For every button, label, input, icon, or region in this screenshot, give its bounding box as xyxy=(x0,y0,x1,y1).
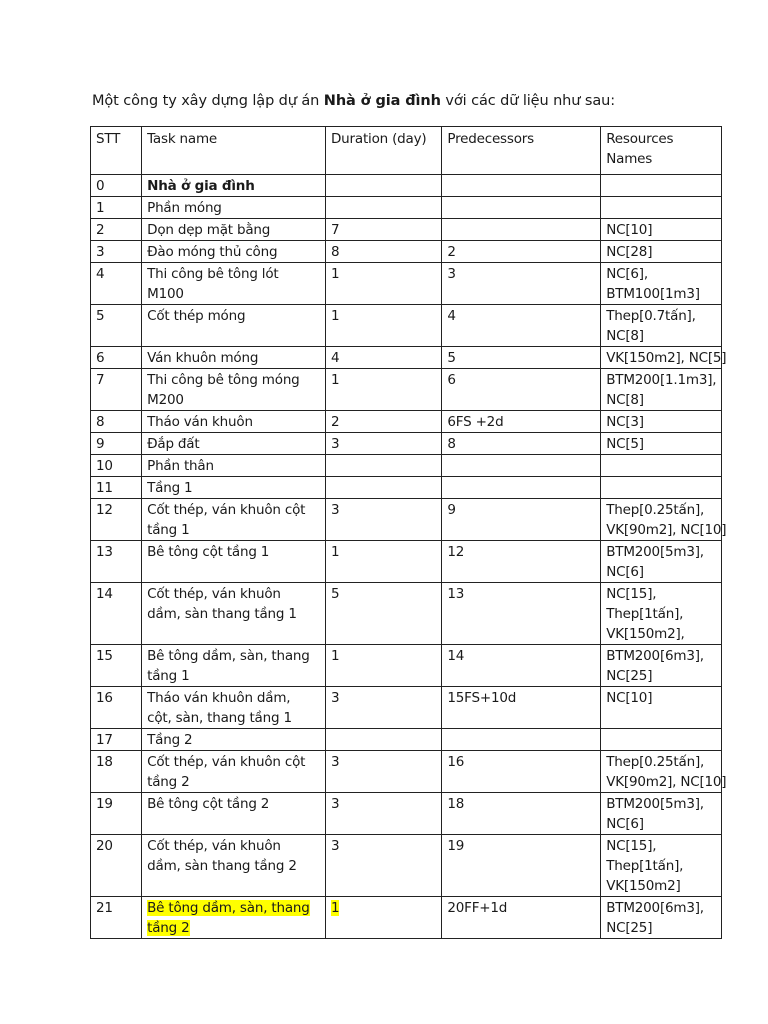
stt-text: 21 xyxy=(96,900,113,916)
predecessors-cell xyxy=(442,793,601,835)
predecessors-cell xyxy=(442,241,601,263)
stt-text: 11 xyxy=(96,480,113,496)
resources-text: NC[10] xyxy=(606,690,653,706)
resources-cell xyxy=(601,835,722,897)
table-row xyxy=(91,687,722,729)
table-row xyxy=(91,751,722,793)
resources-cell xyxy=(601,347,727,369)
duration-text: 4 xyxy=(330,350,340,366)
table-header-row xyxy=(91,127,722,175)
task-name-text: Cốt thép, ván khuôn xyxy=(147,586,281,602)
task-name-cell xyxy=(142,897,326,939)
predecessors-text: 9 xyxy=(447,502,456,518)
duration-cell xyxy=(325,241,441,263)
stt-text: 15 xyxy=(96,648,113,664)
resources-cell xyxy=(601,433,722,455)
task-name-text: Phần thân xyxy=(147,458,214,474)
duration-text: 1 xyxy=(330,372,340,388)
task-name-text: Bê tông dầm, sàn, thang xyxy=(147,900,310,916)
task-name-cell xyxy=(142,347,326,369)
stt-text: 12 xyxy=(96,502,113,518)
predecessors-text: 15FS+10d xyxy=(447,690,517,706)
resources-cell xyxy=(601,793,722,835)
resources-text: BTM100[1m3] xyxy=(606,286,700,302)
stt-text: 20 xyxy=(96,838,113,854)
duration-cell xyxy=(325,455,441,477)
resources-text: NC[6] xyxy=(606,564,644,580)
resources-cell xyxy=(601,197,722,219)
predecessors-text: 5 xyxy=(447,350,456,366)
table-row xyxy=(91,197,722,219)
header-task-name: Task name xyxy=(142,127,326,175)
duration-cell xyxy=(325,197,441,219)
resources-cell xyxy=(601,263,722,305)
stt-cell xyxy=(91,583,142,645)
stt-text: 10 xyxy=(96,458,113,474)
resources-cell xyxy=(601,305,722,347)
predecessors-cell xyxy=(442,305,601,347)
resources-text: Thep[0.7tấn], xyxy=(606,308,696,324)
duration-text: 3 xyxy=(330,502,340,518)
task-name-cell xyxy=(142,541,326,583)
table-row xyxy=(91,897,722,939)
stt-text: 4 xyxy=(96,266,105,282)
stt-cell xyxy=(91,793,142,835)
task-name-cell xyxy=(142,197,326,219)
resources-text: BTM200[1.1m3], xyxy=(606,372,717,388)
resources-cell xyxy=(601,583,722,645)
resources-text: NC[8] xyxy=(606,392,644,408)
task-name-cell xyxy=(142,687,326,729)
task-name-text: Dọn dẹp mặt bằng xyxy=(147,222,271,238)
resources-cell xyxy=(601,241,722,263)
predecessors-cell xyxy=(442,455,601,477)
task-name-cell xyxy=(142,645,326,687)
task-rows xyxy=(91,175,727,939)
task-name-text: Ván khuôn móng xyxy=(147,350,259,366)
stt-text: 18 xyxy=(96,754,113,770)
task-name-cell xyxy=(142,835,326,897)
task-name-text: Cốt thép, ván khuôn cột xyxy=(147,754,306,770)
stt-text: 1 xyxy=(96,200,105,216)
stt-cell xyxy=(91,751,142,793)
table-row xyxy=(91,411,722,433)
duration-cell xyxy=(325,411,441,433)
resources-cell xyxy=(601,541,722,583)
stt-cell xyxy=(91,197,142,219)
stt-cell xyxy=(91,729,142,751)
resources-cell xyxy=(601,455,722,477)
resources-text: VK[90m2], NC[10] xyxy=(606,522,727,538)
intro-text-after: với các dữ liệu như sau: xyxy=(440,93,615,109)
task-name-text: Tầng 1 xyxy=(147,480,193,496)
predecessors-text: 13 xyxy=(447,586,465,602)
duration-cell xyxy=(325,175,441,197)
duration-cell xyxy=(325,433,441,455)
stt-text: 19 xyxy=(96,796,113,812)
stt-cell xyxy=(91,305,142,347)
table-row xyxy=(91,541,722,583)
task-name-cell xyxy=(142,305,326,347)
task-table xyxy=(90,126,727,939)
stt-cell xyxy=(91,455,142,477)
resources-text: NC[5] xyxy=(606,436,644,452)
duration-cell xyxy=(325,219,441,241)
duration-cell xyxy=(325,751,441,793)
resources-cell xyxy=(601,369,722,411)
predecessors-text: 3 xyxy=(447,266,456,282)
duration-cell xyxy=(325,541,441,583)
predecessors-cell xyxy=(442,645,601,687)
predecessors-cell xyxy=(442,347,601,369)
header-duration: Duration (day) xyxy=(325,127,441,175)
resources-text: NC[8] xyxy=(606,328,644,344)
task-name-text: Đào móng thủ công xyxy=(147,244,278,260)
predecessors-text: 8 xyxy=(447,436,456,452)
stt-text: 2 xyxy=(96,222,105,238)
predecessors-text: 14 xyxy=(447,648,465,664)
header-resources: Resources Names xyxy=(601,127,722,175)
duration-text: 1 xyxy=(330,266,340,282)
resources-text: VK[90m2], NC[10] xyxy=(606,774,727,790)
table-row xyxy=(91,175,722,197)
task-name-text: Bê tông dầm, sàn, thang xyxy=(147,648,310,664)
stt-cell xyxy=(91,175,142,197)
stt-cell xyxy=(91,411,142,433)
duration-cell xyxy=(325,263,441,305)
stt-cell xyxy=(91,347,142,369)
table-row xyxy=(91,499,722,541)
predecessors-cell xyxy=(442,477,601,499)
duration-cell xyxy=(325,305,441,347)
task-name-text: Cốt thép, ván khuôn cột xyxy=(147,502,306,518)
predecessors-cell xyxy=(442,219,601,241)
task-name-text: Cốt thép móng xyxy=(147,308,246,324)
resources-cell xyxy=(601,219,722,241)
resources-text: BTM200[6m3], xyxy=(606,648,704,664)
resources-text: NC[28] xyxy=(606,244,653,260)
duration-text: 8 xyxy=(330,244,340,260)
resources-cell xyxy=(601,897,722,939)
stt-cell xyxy=(91,241,142,263)
resources-text: VK[150m2], xyxy=(606,626,685,642)
stt-cell xyxy=(91,499,142,541)
resources-text: NC[10] xyxy=(606,222,653,238)
stt-text: 17 xyxy=(96,732,113,748)
resources-text: VK[150m2] xyxy=(606,878,681,894)
task-name-text: M200 xyxy=(147,392,184,408)
predecessors-cell xyxy=(442,499,601,541)
duration-text: 1 xyxy=(330,648,340,664)
resources-cell xyxy=(601,411,722,433)
predecessors-text: 18 xyxy=(447,796,465,812)
duration-cell xyxy=(325,729,441,751)
stt-cell xyxy=(91,541,142,583)
stt-cell xyxy=(91,433,142,455)
predecessors-text: 6 xyxy=(447,372,456,388)
task-name-text: Thi công bê tông móng xyxy=(147,372,300,388)
duration-cell xyxy=(325,687,441,729)
predecessors-text: 20FF+1d xyxy=(447,900,508,916)
predecessors-text: 12 xyxy=(447,544,465,560)
predecessors-text: 6FS +2d xyxy=(447,414,504,430)
task-name-cell xyxy=(142,411,326,433)
task-name-text: Phần móng xyxy=(147,200,222,216)
duration-text: 7 xyxy=(330,222,340,238)
resources-text: NC[15], xyxy=(606,586,657,602)
stt-cell xyxy=(91,897,142,939)
predecessors-cell xyxy=(442,729,601,751)
stt-cell xyxy=(91,477,142,499)
task-name-text: Bê tông cột tầng 2 xyxy=(147,796,270,812)
resources-text: BTM200[5m3], xyxy=(606,544,704,560)
task-name-cell xyxy=(142,751,326,793)
stt-text: 3 xyxy=(96,244,105,260)
stt-text: 14 xyxy=(96,586,113,602)
stt-text: 5 xyxy=(96,308,105,324)
task-name-cell xyxy=(142,477,326,499)
stt-cell xyxy=(91,263,142,305)
stt-cell xyxy=(91,369,142,411)
stt-text: 6 xyxy=(96,350,105,366)
task-name-text: Tháo ván khuôn dầm, xyxy=(147,690,291,706)
resources-cell xyxy=(601,751,727,793)
duration-cell xyxy=(325,583,441,645)
predecessors-cell xyxy=(442,175,601,197)
resources-cell xyxy=(601,175,722,197)
task-name-text: tầng 2 xyxy=(147,920,190,936)
task-name-cell xyxy=(142,219,326,241)
resources-text: NC[25] xyxy=(606,920,653,936)
table-row xyxy=(91,433,722,455)
resources-text: NC[6] xyxy=(606,816,644,832)
predecessors-cell xyxy=(442,369,601,411)
predecessors-text: 4 xyxy=(447,308,456,324)
table-row xyxy=(91,219,722,241)
table-row xyxy=(91,729,722,751)
resources-text: VK[150m2], NC[5] xyxy=(606,350,727,366)
table-row xyxy=(91,305,722,347)
stt-cell xyxy=(91,687,142,729)
stt-text: 16 xyxy=(96,690,113,706)
resources-cell xyxy=(601,687,722,729)
resources-cell xyxy=(601,499,727,541)
duration-text: 3 xyxy=(330,754,340,770)
resources-cell xyxy=(601,729,722,751)
resources-text: Thep[1tấn], xyxy=(606,606,684,622)
table-row xyxy=(91,263,722,305)
duration-cell xyxy=(325,477,441,499)
task-name-cell xyxy=(142,433,326,455)
resources-text: NC[3] xyxy=(606,414,644,430)
stt-text: 0 xyxy=(96,178,105,194)
predecessors-text: 19 xyxy=(447,838,465,854)
duration-text: 3 xyxy=(330,690,340,706)
stt-text: 13 xyxy=(96,544,113,560)
duration-text: 1 xyxy=(330,900,340,916)
duration-cell xyxy=(325,835,441,897)
task-name-text: Đắp đất xyxy=(147,436,200,452)
task-name-text: Cốt thép, ván khuôn xyxy=(147,838,281,854)
stt-cell xyxy=(91,645,142,687)
task-name-text: Tháo ván khuôn xyxy=(147,414,253,430)
header-predecessors: Predecessors xyxy=(442,127,601,175)
project-name: Nhà ở gia đình xyxy=(323,93,441,109)
predecessors-text: 16 xyxy=(447,754,465,770)
task-name-text: dầm, sàn thang tầng 1 xyxy=(147,606,297,622)
table-row xyxy=(91,835,722,897)
stt-cell xyxy=(91,835,142,897)
duration-text: 2 xyxy=(330,414,340,430)
table-row xyxy=(91,455,722,477)
duration-cell xyxy=(325,645,441,687)
resources-text: Thep[0.25tấn], xyxy=(606,754,705,770)
table-row xyxy=(91,645,722,687)
predecessors-text: 2 xyxy=(447,244,456,260)
task-name-cell xyxy=(142,583,326,645)
resources-text: BTM200[5m3], xyxy=(606,796,704,812)
intro-sentence xyxy=(92,93,615,109)
table-row xyxy=(91,583,722,645)
predecessors-cell xyxy=(442,897,601,939)
duration-text: 5 xyxy=(330,586,340,602)
predecessors-cell xyxy=(442,751,601,793)
task-name-text: M100 xyxy=(147,286,184,302)
task-name-cell xyxy=(142,241,326,263)
resources-cell xyxy=(601,477,722,499)
duration-text: 3 xyxy=(330,838,340,854)
duration-cell xyxy=(325,897,441,939)
resources-text: NC[25] xyxy=(606,668,653,684)
task-name-text: Thi công bê tông lót xyxy=(147,266,279,282)
duration-text: 3 xyxy=(330,796,340,812)
task-name-text: Bê tông cột tầng 1 xyxy=(147,544,270,560)
resources-text: NC[6], xyxy=(606,266,648,282)
resources-cell xyxy=(601,645,722,687)
stt-text: 7 xyxy=(96,372,105,388)
task-name-cell xyxy=(142,793,326,835)
header-stt: STT xyxy=(91,127,142,175)
task-name-cell xyxy=(142,729,326,751)
resources-text: Thep[1tấn], xyxy=(606,858,684,874)
resources-text: Thep[0.25tấn], xyxy=(606,502,705,518)
task-name-text: dầm, sàn thang tầng 2 xyxy=(147,858,297,874)
table-row xyxy=(91,477,722,499)
task-name-cell xyxy=(142,175,326,197)
predecessors-cell xyxy=(442,541,601,583)
stt-text: 8 xyxy=(96,414,105,430)
task-name-cell xyxy=(142,263,326,305)
task-name-cell xyxy=(142,369,326,411)
duration-text: 1 xyxy=(330,544,340,560)
duration-cell xyxy=(325,347,441,369)
intro-text-before: Một công ty xây dựng lập dự án xyxy=(92,93,324,109)
stt-text: 9 xyxy=(96,436,105,452)
predecessors-cell xyxy=(442,583,601,645)
table-row xyxy=(91,793,722,835)
table-row xyxy=(91,369,722,411)
predecessors-cell xyxy=(442,197,601,219)
duration-text: 3 xyxy=(330,436,340,452)
table-row xyxy=(91,347,722,369)
predecessors-cell xyxy=(442,687,601,729)
task-name-cell xyxy=(142,455,326,477)
task-name-text: Tầng 2 xyxy=(147,732,193,748)
task-name-text: tầng 1 xyxy=(147,668,190,684)
duration-cell xyxy=(325,793,441,835)
predecessors-cell xyxy=(442,433,601,455)
stt-cell xyxy=(91,219,142,241)
duration-cell xyxy=(325,499,441,541)
resources-text: NC[15], xyxy=(606,838,657,854)
duration-text: 1 xyxy=(330,308,340,324)
predecessors-cell xyxy=(442,411,601,433)
task-name-text: Nhà ở gia đình xyxy=(147,178,255,194)
task-name-cell xyxy=(142,499,326,541)
duration-cell xyxy=(325,369,441,411)
predecessors-cell xyxy=(442,835,601,897)
resources-text: BTM200[6m3], xyxy=(606,900,704,916)
task-name-text: tầng 2 xyxy=(147,774,190,790)
predecessors-cell xyxy=(442,263,601,305)
task-name-text: cột, sàn, thang tầng 1 xyxy=(147,710,292,726)
table-row xyxy=(91,241,722,263)
task-name-text: tầng 1 xyxy=(147,522,190,538)
